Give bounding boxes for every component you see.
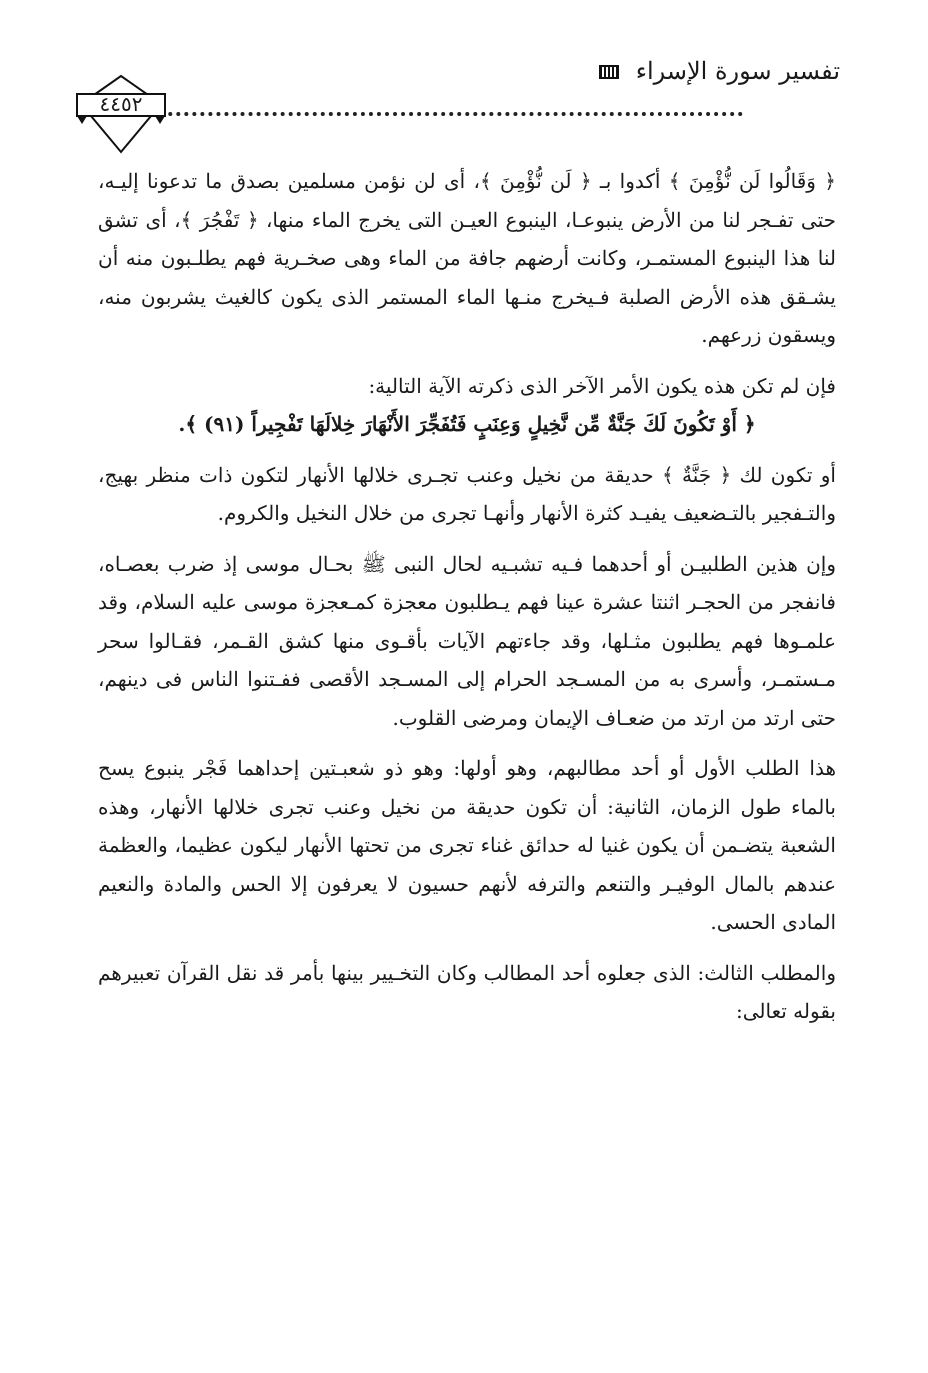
paragraph: هذا الطلب الأول أو أحد مطالبهم، وهو أولها: وهو ذو شعبـتين إحداهما فَجْر ينبوع يسح بالماء طول الزمان، الثانية: أن تكون حديقة من نخيل وعنب تجرى خلالها الأنهار، وهذه الشعبة يتضـمن أن يكون غنيا له حدائق غناء تجرى من تحتها الأنهار ليكون عظيما، والعظمة عندهم بالمال الوفيـر والتنعم والترفه لأنهم حسيون لا يعرفون إلا الحس والمادة والنعيم المادى الحسى. xyxy=(98,756,836,934)
paragraph: والمطلب الثالث: الذى جعلوه أحد المطالب وكان التخـيير بينها بأمر قد نقل القرآن تعبيرهم بقوله تعالى: xyxy=(98,960,836,1023)
quran-verse: ﴿ أَوْ تَكُونَ لَكَ جَنَّةٌ مِّن نَّخِيلٍ وَعِنَبٍ فَتُفَجِّرَ الأَنْهَارَ خِلالَهَا تَفْجِيراً (٩١) ﴾. xyxy=(178,412,756,436)
page-number: ٤٤٥٢ xyxy=(99,92,143,116)
header-title: تفسير سورة الإسراء xyxy=(635,57,840,85)
header-divider xyxy=(88,112,743,116)
paragraph: وإن هذين الطلبيـن أو أحدهما فـيه تشبـيه لحال النبى ﷺ بحـال موسى إذ ضرب بعصـاه، فانفجر من الحجـر اثنتا عشرة عينا فهم يـطلبون معجزة كمـعجزة موسى عليه السلام، وقد علمـوها فهم يطلبون مثـلها، وقد جاءتهم الآيات بأقـوى منها كشق القـمر، فقـالوا سحر مـستمـر، وأسرى به من المسـجد الحرام إلى المسـجد الأقصى ففـتنوا الناس فى دينهم، حتى ارتد من ارتد من ضعـاف الإيمان ومرضى القلوب. xyxy=(98,551,836,730)
running-header xyxy=(80,55,840,95)
page-body xyxy=(98,162,836,1031)
paragraph: ﴿ وَقَالُوا لَن نُّؤْمِنَ ﴾ أكدوا بـ ﴿ لَن نُّؤْمِنَ ﴾، أى لن نؤمن مسلمين بصدق ما تدعونا إليـه، حتى تفـجر لنا من الأرض ينبوعـا، الينبوع العيـن التى يخرج الماء منها، ﴿ تَفْجُرَ ﴾، أى تشق لنا هذا الينبوع المستمـر، وكانت أرضهم جافة من الماء وهى صخـرية فهم يطلـبون منه أن يشـقق هذه الأرض الصلبة فـيخرج منـها الماء المستمر الذى يكون كالغيث يشربون منه، ويسقون زرعهم. xyxy=(98,169,836,347)
paragraph: أو تكون لك ﴿ جَنَّةٌ ﴾ حديقة من نخيل وعنب تجـرى خلالها الأنهار لتكون ذات منظر بهيج، والتـفجير بالتـضعيف يفيـد كثرة الأنهار وأنهـا تجرى من خلال النخيل والكروم. xyxy=(98,462,836,525)
book-ornament-icon xyxy=(598,63,620,81)
paragraph: فإن لم تكن هذه يكون الأمر الآخر الذى ذكرته الآية التالية: xyxy=(368,373,836,398)
